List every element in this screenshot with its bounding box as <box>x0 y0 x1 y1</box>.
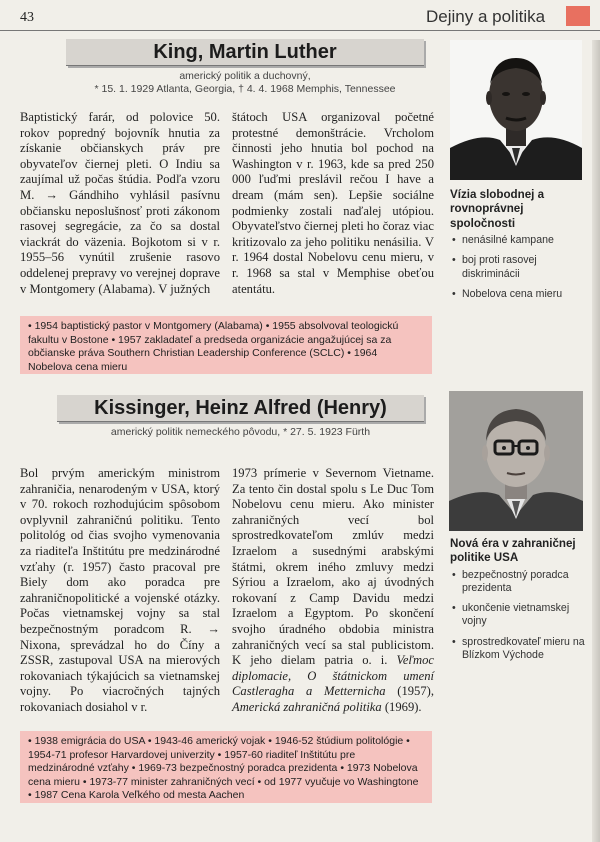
king-sidebar-title: Vízia slobodnej a rovnoprávnej spoločnosti <box>450 188 545 230</box>
entry-subtitle-king-2: * 15. 1. 1929 Atlanta, Georgia, † 4. 4. 1968 Memphis, Tennessee <box>94 83 396 95</box>
list-item: • bezpečnostný poradca prezidenta <box>450 569 588 595</box>
book-title: O štátnickom umení Castleragha a Metternicha <box>232 668 434 699</box>
section-tab <box>566 6 590 26</box>
list-item: • sprostredkovateľ mieru na Blízkom Východe <box>450 636 588 662</box>
kissinger-sidebar-list <box>450 569 588 662</box>
page-number: 43 <box>20 10 34 25</box>
entry-subtitle-kissinger: americký politik nemeckého pôvodu, * 27. 5. 1923 Fürth <box>110 426 371 438</box>
kissinger-timeline: • 1938 emigrácia do USA • 1943-46 americký vojak • 1946-52 štúdium politológie • 1954-71 profesor Harvardovej univerzity • 1957-60 riaditeľ Inštitútu pre medzinárodné vzťahy • 1969-73 bezpečnostný poradca prezidenta • 1973 Nobelova cena mieru • 1973-77 minister zahraničných vecí • od 1977 vyučuje vo Washingtone • 1987 Cena Karola Veľkého od mesta Aachen <box>20 731 432 803</box>
portrait-kissinger-image <box>449 391 583 531</box>
portrait-kissinger <box>449 391 583 531</box>
list-item: • ukončenie vietnamskej vojny <box>450 602 588 628</box>
list-item: • Nobelova cena mieru <box>450 288 588 301</box>
king-timeline: • 1954 baptistický pastor v Montgomery (Alabama) • 1955 absolvoval teologickú fakultu v Bostone • 1957 zakladateľ a predseda organizácie angažujúcej sa za občianske práva Southern Christian Leadership Conference (SCLC) • 1964 Nobelova cena mieru <box>20 316 432 374</box>
page-edge <box>592 40 600 842</box>
entry-subtitle-king-1: americký politik a duchovný, <box>179 70 311 82</box>
kissinger-body-text: 1973 prímerie v Severnom Vietname. Za tento čin dostal spolu s Le Duc Tom Nobelovu cenu mieru. Ako minister zahraničných vecí bol sprostredkovateľom zmlúv medzi Izraelom a susednými arabskými štátmi, okrem iného zmluvy medzi Sýriou a Izraelom, ako aj úvodných rokovaní z Camp Davidu medzi Izraelom a Egyptom. Po skončení svojho úradného obdobia ministra zahraničných vecí sa stal publicistom. K jeho dielam patria o. i. <box>232 466 434 668</box>
list-item: • nenásilné kampane <box>450 234 588 247</box>
kissinger-sidebar <box>450 537 588 669</box>
portrait-king-image <box>450 40 582 180</box>
header-rule <box>0 30 600 31</box>
kissinger-body-col2 <box>232 466 434 716</box>
king-body-col2: štátoch USA organizoval početné protestné demonštrácie. Vrcholom činnosti jeho hnutia bol pochod na Washington v r. 1963, kde sa pred 250 000 ľuďmi preslávil rečou I have a dream (mám sen). Lepšie sociálne podmienky zostali naďalej utópiou. Obyvateľstvo čiernej pleti ho čoraz viac kritizovalo za jeho politiku nenásilia. V r. 1964 dostal Nobelovu cenu mieru, v r. 1968 sa stal v Memphise obeťou atentátu. <box>232 110 434 296</box>
portrait-king <box>450 40 582 180</box>
kissinger-body-col1: Bol prvým americkým ministrom zahraničia, nenarodeným v USA, ktorý v 70. rokoch rozhodujúcim spôsobom ovplyvnil zahraničnú politiku. Tento politológ od čias svojho vymenovania za riaditeľa Inštitútu pre medzinárodné vzťahy (r. 1957) často pracoval pre Biely dom ako poradca pre zahraničnopolitické a vojenské otázky. Počas vietnamskej vojny sa stal bezpečnostným poradcom R. → Nixona, sprevádzal ho do Číny a ZSSR, zastupoval USA na mierových rokovaniach týkajúcich sa vietnamskej vojny. Po viacročných tajných rokovaniach dosiahol v r. <box>20 466 220 714</box>
king-sidebar-list <box>450 234 588 301</box>
book-year: (1957), <box>397 684 434 699</box>
entry-title-kissinger: Kissinger, Heinz Alfred (Henry) <box>57 395 424 422</box>
king-body-col1: Baptistický farár, od polovice 50. rokov popredný bojovník hnutia za získanie občianskych práv pre obyvateľov čiernej pleti. O Indiu sa zaujímal už počas štúdia. Podľa vzoru M. → Gándhiho vyhlásil pasívnu občiansku neposlušnosť proti zákonom rasovej segregácie, za čo sa dostal viackrát do väzenia. Bojkotom si v r. 1955–56 vynútil zrušenie rasovo oddelenej prepravy vo verejnej doprave v Montgomery (Alabama). V južných <box>20 110 221 296</box>
king-sidebar <box>450 188 588 308</box>
book-title: Americká zahraničná politika <box>232 699 382 714</box>
entry-title-king: King, Martin Luther <box>66 39 424 66</box>
list-item: • boj proti rasovej diskriminácii <box>450 254 588 280</box>
section-title: Dejiny a politika <box>426 7 546 26</box>
kissinger-sidebar-title: Nová éra v zahraničnej politike USA <box>450 537 576 565</box>
book-year: (1969). <box>384 699 422 714</box>
book-title: Veľmoc diplomacie, <box>232 653 434 683</box>
